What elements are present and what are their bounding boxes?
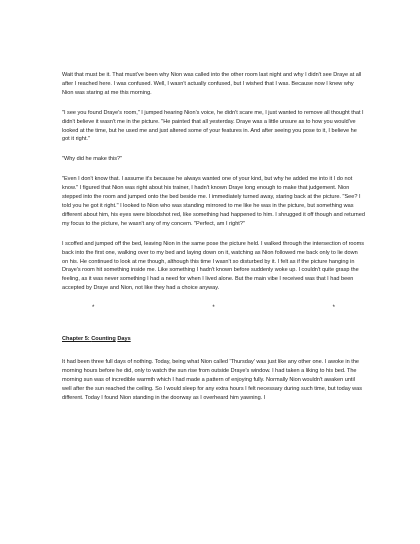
chapter-heading <box>62 335 365 343</box>
section-separator <box>62 304 365 312</box>
chapter-word: Counting <box>91 336 116 343</box>
chapter-word: Days <box>117 336 131 343</box>
paragraph: It had been three full days of nothing. Today, being what Nion called 'Thursday' was just like any other one. I awoke in the morning hours before he did, only to watch the sun rise from outside Draye's window. I had taken a liking to his bed. The morning sun was of incredible warmth which I had made a pattern of enjoying fully. Normally Nion wouldn't awaken until well after the sun reached the ceiling. So I would sleep for any extra hours I felt necessary during such time, but today was different. Today I found Nion standing in the doorway as I overheard him yawning. I <box>62 359 363 401</box>
paragraph: Wait that must be it. That must've been why Nion was called into the other room last night and why I didn't see Draye at all after I reached here. I was confused. Well, I wasn't actually confused, but I wished that I was. Because now I knew why Nion was staring at me this morning. <box>62 72 362 96</box>
separator-asterisk: * <box>212 305 215 312</box>
separator-asterisk: * <box>91 305 95 312</box>
paragraph: "Why did he make this?" <box>62 156 123 163</box>
paragraph: "I see you found Draye's room," I jumped hearing Nion's voice, he didn't scare me, I just wanted to remove all thought that I didn't believe it wasn't me in the picture. "He painted that all yesterday. Draye was a little unsure as to how you would've looked at the time, but he used me and just altered some of your features in. And after seeing you pose to it, I believe he got it right." <box>62 109 364 143</box>
separator-asterisk: * <box>332 305 336 312</box>
paragraph: I scoffed and jumped off the bed, leaving Nion in the same pose the picture held. I walked through the intersection of rooms back into the first one, walking over to my bed and laying down on it, watching as Nion followed me back only to lie down on his. He continued to look at me though, although this time I wasn't so disturbed by it. I felt as if the picture hanging in Draye's room hit something inside me. Like something I hadn't known before suddenly woke up. I couldn't quite grasp the feeling, as it was never something I had a need for when I lived alone. But the main vibe I received was that I had been accepted by Draye and Nion, not like they had a choice anyway. <box>62 240 364 292</box>
paragraph: "Even I don't know that. I assume it's because he always wanted one of your kind, but why he added me into it I do not know." I figured that Nion was right about his trainer, I hadn't known Draye long enough to make that judgement. Nion stepped into the room and jumped onto the bed beside me. I immediately turned away, staring back at the picture. "See? I told you he got it right." I looked to Nion who was standing mirrored to me like he was in the picture, but something was different about him, his eyes were bloodshot red, like something had happened to him. I shrugged it off though and returned my focus to the picture, he wasn't any of my concern. "Perfect, am I right?" <box>62 176 365 227</box>
chapter-prefix: Chapter 5: <box>62 336 92 343</box>
